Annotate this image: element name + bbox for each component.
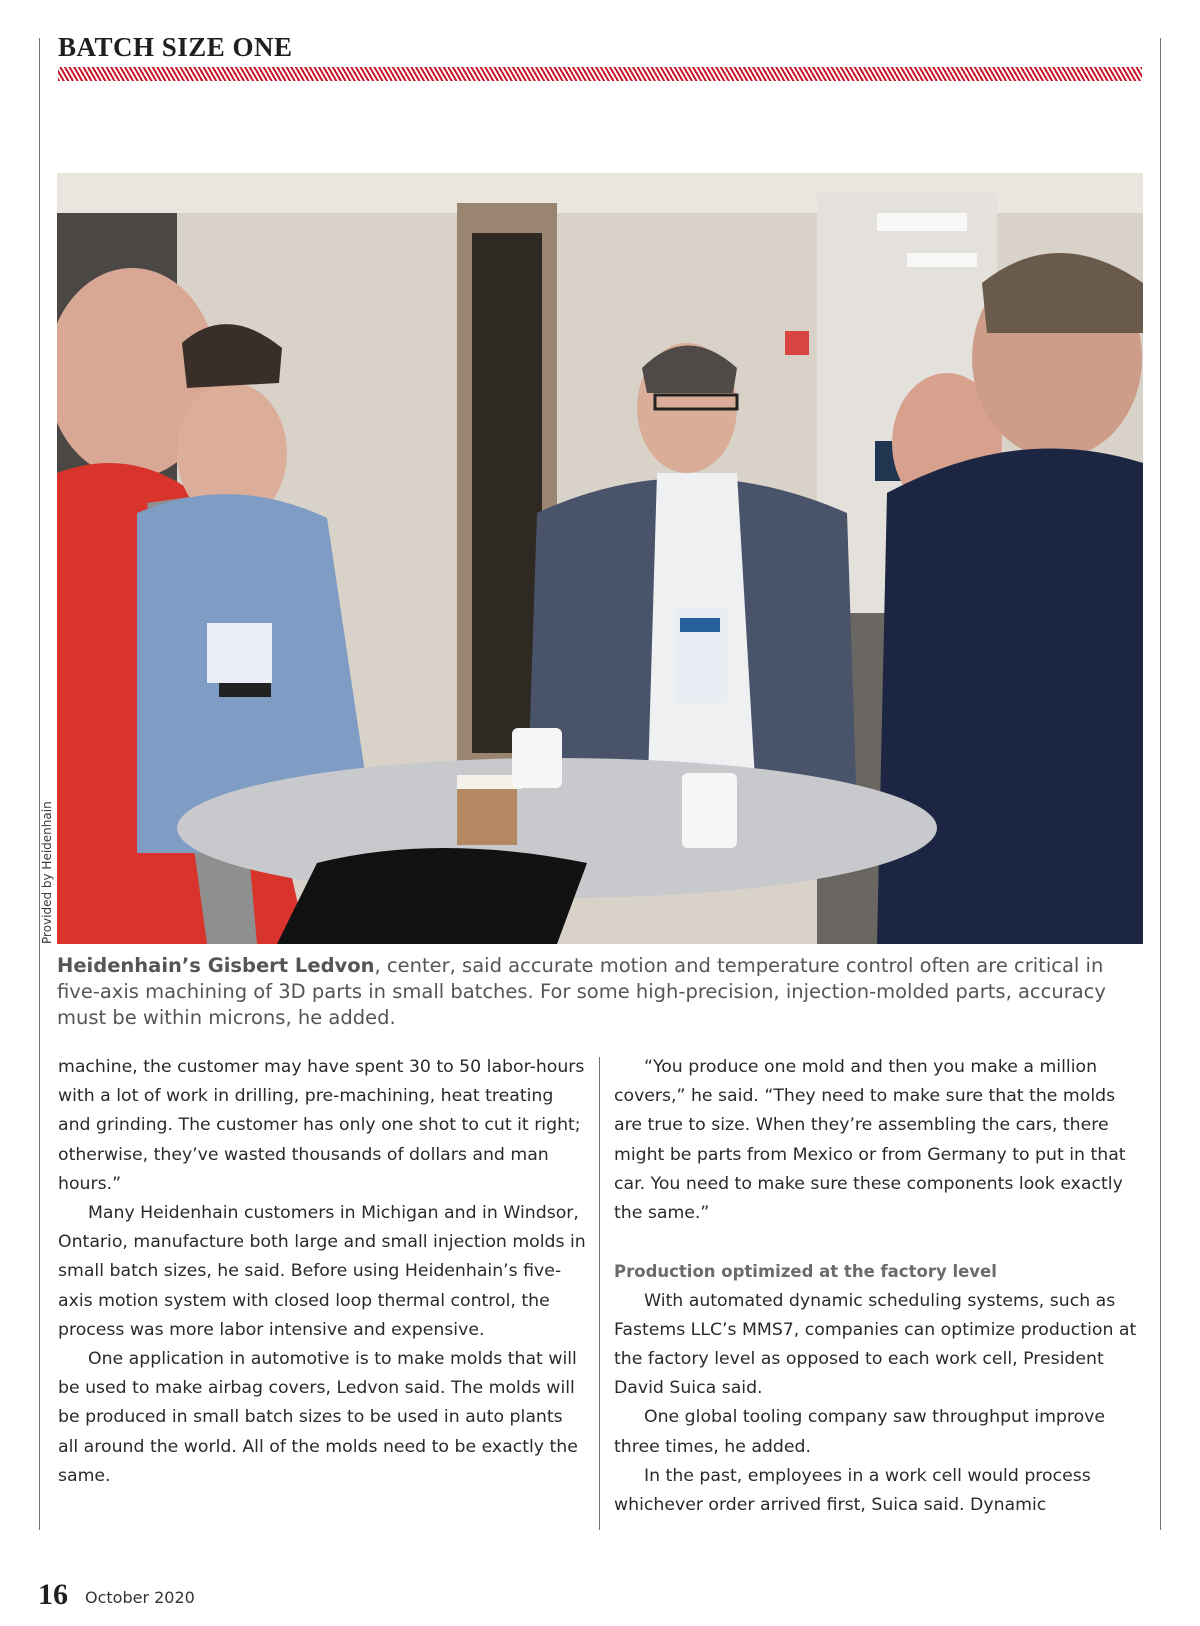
article-column-left: [58, 1053, 588, 1491]
paragraph: machine, the customer may have spent 30 to 50 labor-hours with a lot of work in drilling, pre-machining, heat treating and grinding. The customer has only one shot to cut it right; otherwise, they’ve wasted thousands of dollars and man hours.”: [58, 1057, 585, 1194]
section-title: BATCH SIZE ONE: [58, 32, 293, 62]
page-number: 16: [38, 1578, 68, 1611]
article-column-right: [614, 1053, 1144, 1520]
right-margin-rule: [1160, 38, 1161, 1530]
paragraph: With automated dynamic scheduling systems, such as Fastems LLC’s MMS7, companies can optimize production at the factory level as opposed to each work cell, President David Suica said.: [614, 1290, 1137, 1399]
paragraph: One global tooling company saw throughput improve three times, he added.: [614, 1407, 1106, 1457]
paragraph: In the past, employees in a work cell would process whichever order arrived first, Suica said. Dynamic: [614, 1465, 1091, 1516]
column-divider: [599, 1057, 600, 1530]
photo-credit: Provided by Heidenhain: [40, 801, 54, 944]
issue-date: October 2020: [85, 1588, 195, 1607]
paragraph: “You produce one mold and then you make a million covers,” he said. “They need to make sure that the molds are true to size. When they’re assembling the cars, there might be parts from Mexico or from Germany to put in that car. You need to make sure these components look exactly the same.”: [614, 1057, 1126, 1224]
subheading: Production optimized at the factory level: [614, 1262, 997, 1282]
paragraph: Many Heidenhain customers in Michigan and in Windsor, Ontario, manufacture both large and small injection molds in small batch sizes, he said. Before using Heidenhain’s five-axis motion system with closed loop thermal control, the process was more labor intensive and expensive.: [58, 1203, 586, 1340]
caption-text: , center, said accurate motion and temperature control often are critical in five-axis machining of 3D parts in small batches. For some high-precision, injection-molded parts, accuracy must be within microns, he added.: [57, 954, 1106, 1029]
paragraph: One application in automotive is to make molds that will be used to make airbag covers, Ledvon said. The molds will be produced in small batch sizes to be used in auto plants all around the world. All of the molds need to be exactly the same.: [58, 1349, 578, 1486]
photo-caption: [57, 953, 1147, 1031]
section-title-hatch-bar: [58, 67, 1142, 81]
event-photo: [57, 173, 1143, 944]
caption-person-name: Heidenhain’s Gisbert Ledvon: [57, 954, 375, 977]
